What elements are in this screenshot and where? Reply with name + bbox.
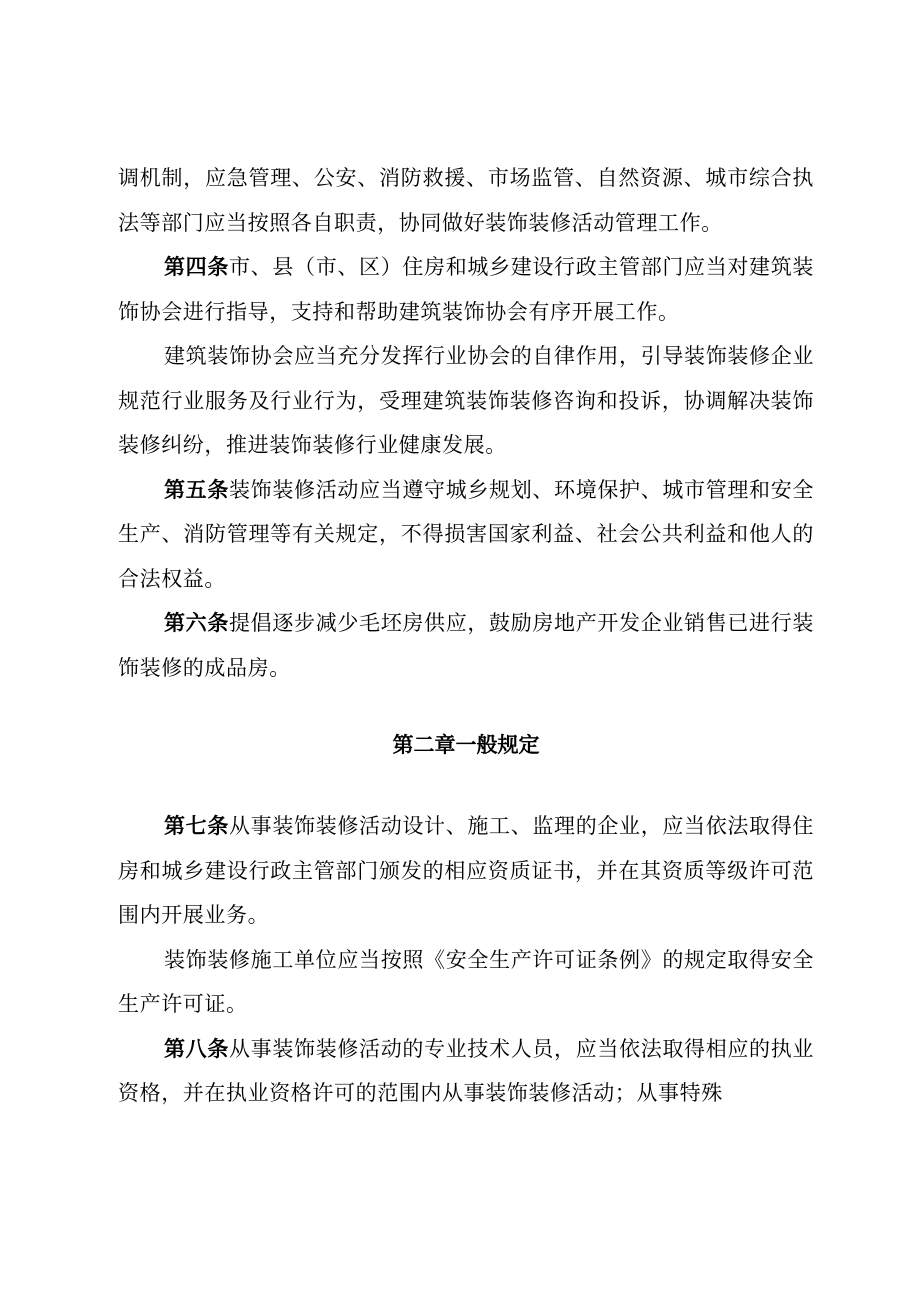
article-number: 第八条 [164,1036,230,1061]
article-7 [118,804,814,938]
article-text: 装饰装修活动应当遵守城乡规划、环境保护、城市管理和安全生产、消防管理等有关规定，不得损害国家利益、社会公共利益和他人的合法权益。 [118,477,814,591]
article-5 [118,468,814,602]
article-number: 第七条 [164,814,230,838]
paragraph-text: 调机制，应急管理、公安、消防救援、市场监管、自然资源、城市综合执法等部门应当按照各自职责，协同做好装饰装修活动管理工作。 [118,166,814,235]
chapter-title: 第二章一般规定 [392,733,540,757]
article-number: 第六条 [164,611,230,635]
article-8 [118,1027,814,1116]
paragraph-text: 建筑装饰协会应当充分发挥行业协会的自律作用，引导装饰装修企业规范行业服务及行业行为，受理建筑装饰装修咨询和投诉，协调解决装饰装修纠纷，推进装饰装修行业健康发展。 [118,344,814,457]
document-page [118,156,814,1116]
article-number: 第五条 [164,477,230,502]
article-6 [118,601,814,690]
paragraph-safety-license [118,938,814,1027]
article-text: 从事装饰装修活动的专业技术人员，应当依法取得相应的执业资格，并在执业资格许可的范围内从事装饰装修活动；从事特殊 [118,1036,814,1105]
paragraph-association [118,334,814,468]
paragraph-continuation [118,156,814,245]
article-4 [118,245,814,334]
article-number: 第四条 [164,255,230,279]
paragraph-text: 装饰装修施工单位应当按照《安全生产许可证条例》的规定取得安全生产许可证。 [118,947,814,1016]
article-text: 提倡逐步减少毛坯房供应，鼓励房地产开发企业销售已进行装饰装修的成品房。 [118,611,814,680]
article-text: 从事装饰装修活动设计、施工、监理的企业，应当依法取得住房和城乡建设行政主管部门颁发的相应资质证书，并在其资质等级许可范围内开展业务。 [118,814,814,927]
article-text: 市、县（市、区）住房和城乡建设行政主管部门应当对建筑装饰协会进行指导，支持和帮助建筑装饰协会有序开展工作。 [118,255,814,324]
